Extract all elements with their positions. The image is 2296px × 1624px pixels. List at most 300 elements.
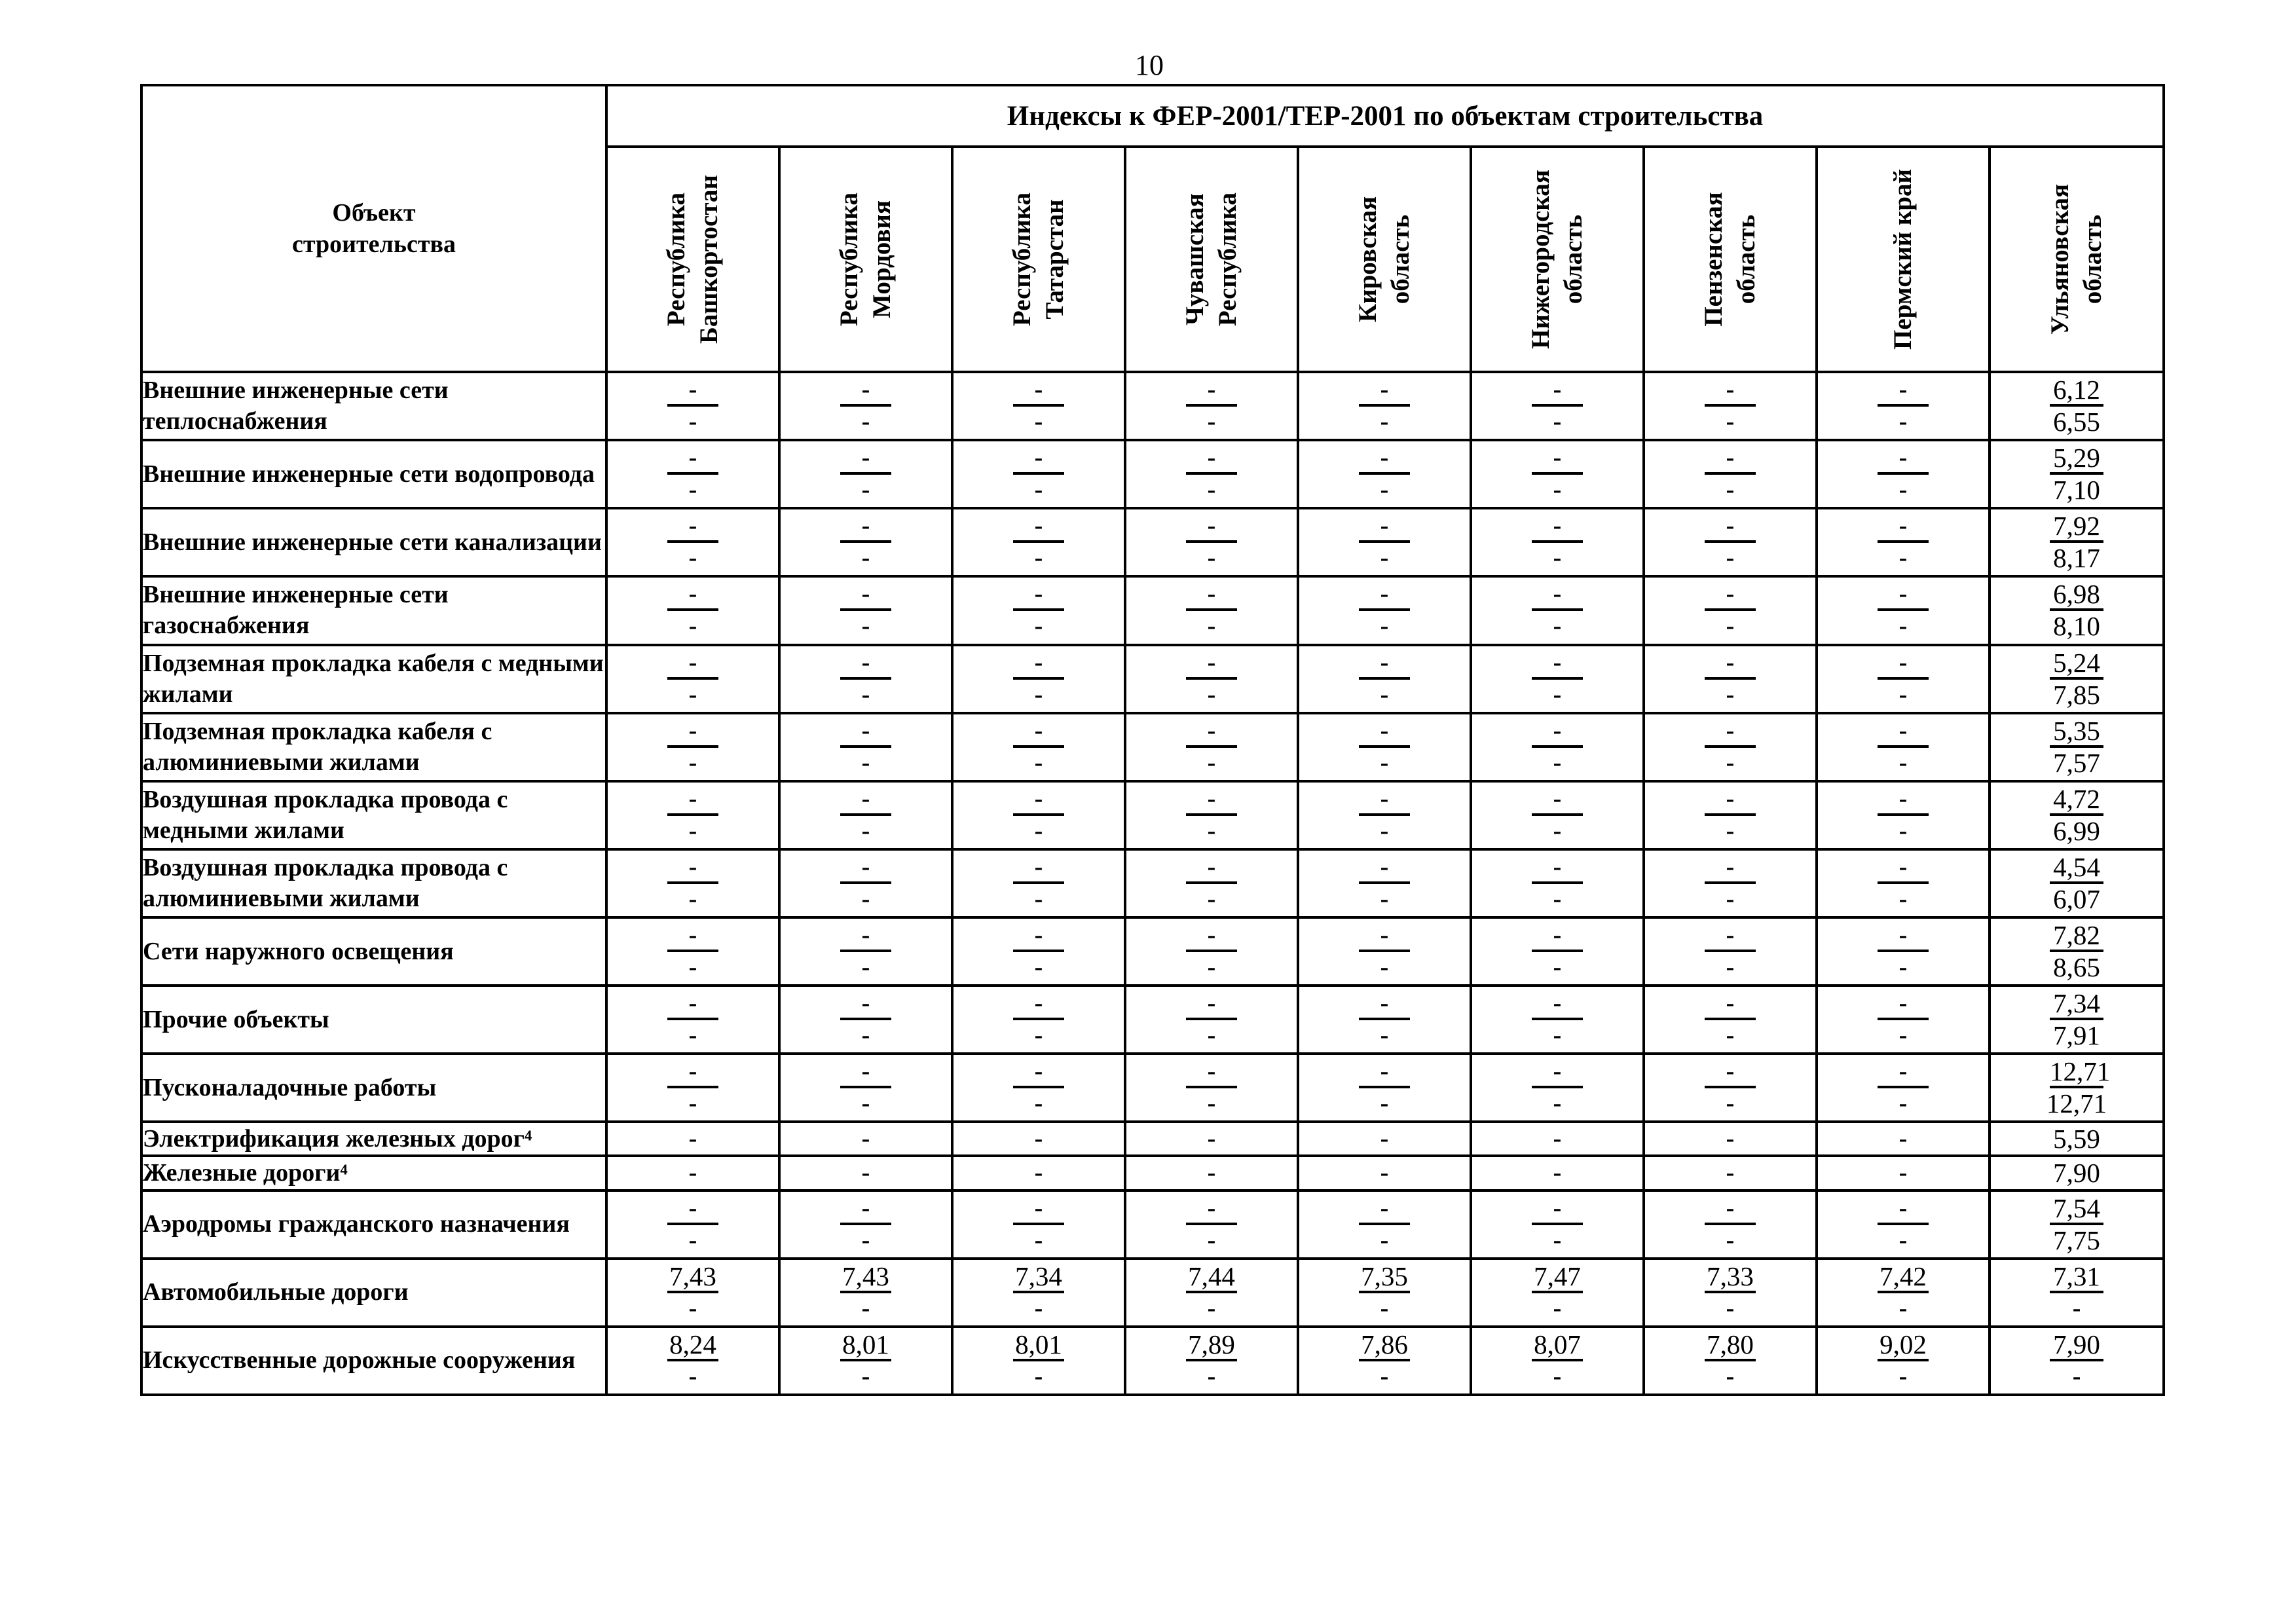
fer-index-value: - xyxy=(1359,1057,1410,1088)
ter-index-value: 12,71 xyxy=(2046,1088,2107,1119)
index-cell xyxy=(1471,508,1644,576)
fer-index-value: 7,92 xyxy=(2050,511,2103,543)
index-cell xyxy=(1471,576,1644,644)
index-cell xyxy=(1644,1190,1817,1259)
index-cell xyxy=(779,645,952,713)
fer-index-value: - xyxy=(1186,511,1237,543)
fer-index-value: - xyxy=(1186,443,1237,475)
ter-index-value: - xyxy=(1898,1090,1908,1118)
fer-index-value: - xyxy=(1705,443,1756,475)
index-cell xyxy=(1471,1327,1644,1395)
ter-index-value: - xyxy=(1898,1362,1908,1390)
ter-index-value: - xyxy=(1898,1022,1908,1050)
index-cell xyxy=(952,1327,1125,1395)
region-header xyxy=(1817,147,1990,372)
fer-index-value: - xyxy=(1186,580,1237,611)
ter-index-value: - xyxy=(1553,1294,1562,1322)
fer-index-value: - xyxy=(667,511,718,543)
index-cell xyxy=(1644,986,1817,1054)
ter-index-value: - xyxy=(1726,408,1735,436)
ter-index-value: - xyxy=(688,1226,697,1254)
index-cell xyxy=(1125,917,1298,986)
index-cell xyxy=(779,917,952,986)
ter-index-value: - xyxy=(861,748,870,777)
region-name-line1: Пермский край xyxy=(1889,169,1917,350)
ter-index-value: - xyxy=(861,544,870,572)
fer-index-value: - xyxy=(1705,716,1756,748)
index-cell xyxy=(952,849,1125,917)
index-cell xyxy=(1471,372,1644,440)
fer-index-value: - xyxy=(840,716,891,748)
fer-index-value: - xyxy=(1013,716,1064,748)
ter-index-value: - xyxy=(1380,1090,1389,1118)
index-cell xyxy=(1990,645,2164,713)
ter-index-value: - xyxy=(1726,544,1735,572)
fer-index-value: 7,33 xyxy=(1705,1262,1756,1293)
fer-index-value: 7,43 xyxy=(840,1262,891,1293)
fer-index-value: - xyxy=(667,784,718,816)
fer-index-value: 7,35 xyxy=(1359,1262,1410,1293)
index-cell xyxy=(1471,781,1644,849)
ter-index-value: - xyxy=(1898,1226,1908,1254)
index-cell xyxy=(1817,1259,1990,1327)
index-cell xyxy=(952,1122,1125,1156)
region-name-line2: область xyxy=(2079,214,2107,304)
fer-index-value: 5,35 xyxy=(2050,716,2103,748)
fer-index-value: 5,29 xyxy=(2050,443,2103,475)
ter-index-value: - xyxy=(688,1294,697,1322)
fer-index-value: 7,82 xyxy=(2050,921,2103,952)
ter-index-value: 8,17 xyxy=(2053,543,2100,574)
ter-index-value: - xyxy=(688,885,697,913)
ter-index-value: - xyxy=(1898,408,1908,436)
index-cell xyxy=(1990,576,2164,644)
row-label: Аэродромы гражданского назначения xyxy=(141,1190,606,1259)
index-cell xyxy=(606,917,779,986)
row-label: Внешние инженерные сети теплоснабжения xyxy=(141,372,606,440)
index-cell xyxy=(1471,1190,1644,1259)
fer-index-value: 7,31 xyxy=(2050,1262,2103,1293)
index-cell xyxy=(1125,440,1298,508)
index-cell xyxy=(1471,986,1644,1054)
ter-index-value: - xyxy=(1553,476,1562,504)
index-cell xyxy=(606,986,779,1054)
fer-index-value: - xyxy=(840,989,891,1020)
index-cell xyxy=(779,1259,952,1327)
region-name-line1: Пензенская xyxy=(1699,192,1728,327)
fer-index-value: - xyxy=(1359,648,1410,680)
index-value: - xyxy=(1553,1125,1562,1153)
fer-index-value: 12,71 xyxy=(2050,1057,2103,1088)
ter-index-value: - xyxy=(688,1022,697,1050)
fer-index-value: - xyxy=(1532,784,1583,816)
index-cell xyxy=(1125,1122,1298,1156)
table-row xyxy=(141,713,2164,781)
fer-index-value: - xyxy=(1013,853,1064,884)
fer-index-value: - xyxy=(840,375,891,407)
fer-index-value: - xyxy=(840,1194,891,1225)
index-cell xyxy=(606,781,779,849)
index-cell xyxy=(1990,781,2164,849)
ter-index-value: - xyxy=(1380,544,1389,572)
row-label: Пусконаладочные работы xyxy=(141,1054,606,1122)
fer-index-value: - xyxy=(667,716,718,748)
fer-index-value: 7,34 xyxy=(2050,989,2103,1020)
index-cell xyxy=(952,1054,1125,1122)
row-label: Внешние инженерные сети газоснабжения xyxy=(141,576,606,644)
ter-index-value: - xyxy=(1380,817,1389,845)
ter-index-value: - xyxy=(861,817,870,845)
object-header-line2: строительства xyxy=(291,231,456,258)
ter-index-value: - xyxy=(1380,1022,1389,1050)
fer-index-value: - xyxy=(667,1194,718,1225)
ter-index-value: - xyxy=(1207,1090,1216,1118)
region-name-line2: Татарстан xyxy=(1041,199,1069,320)
fer-index-value: - xyxy=(1359,580,1410,611)
index-cell xyxy=(1817,1122,1990,1156)
region-name-line1: Республика xyxy=(662,192,690,327)
row-label: Искусственные дорожные сооружения xyxy=(141,1327,606,1395)
ter-index-value: - xyxy=(1380,885,1389,913)
ter-index-value: - xyxy=(1726,953,1735,982)
fer-index-value: 5,24 xyxy=(2050,648,2103,680)
ter-index-value: - xyxy=(688,1362,697,1390)
index-value: 5,59 xyxy=(2053,1124,2100,1154)
fer-index-value: 4,72 xyxy=(2050,784,2103,816)
fer-index-value: - xyxy=(1878,511,1929,543)
fer-index-value: 8,24 xyxy=(667,1330,718,1361)
index-cell xyxy=(1990,1054,2164,1122)
index-cell xyxy=(1471,917,1644,986)
index-cell xyxy=(1298,1054,1471,1122)
ter-index-value: - xyxy=(1034,680,1043,709)
index-cell xyxy=(1644,576,1817,644)
region-header-text xyxy=(1006,193,1071,326)
index-cell xyxy=(1644,1156,1817,1190)
ter-index-value: - xyxy=(1207,1362,1216,1390)
ter-index-value: - xyxy=(1553,885,1562,913)
ter-index-value: - xyxy=(1207,1294,1216,1322)
ter-index-value: - xyxy=(1034,953,1043,982)
ter-index-value: - xyxy=(1207,953,1216,982)
fer-index-value: - xyxy=(1878,853,1929,884)
ter-index-value: - xyxy=(1553,748,1562,777)
index-cell xyxy=(952,645,1125,713)
ter-index-value: - xyxy=(688,408,697,436)
ter-index-value: - xyxy=(1726,885,1735,913)
index-cell xyxy=(1990,1327,2164,1395)
fer-index-value: - xyxy=(1013,648,1064,680)
fer-index-value: - xyxy=(1705,1194,1756,1225)
row-label: Подземная прокладка кабеля с алюминиевыми жилами xyxy=(141,713,606,781)
fer-index-value: 9,02 xyxy=(1878,1330,1929,1361)
ter-index-value: 7,91 xyxy=(2053,1020,2100,1051)
region-header-text xyxy=(1525,170,1590,349)
index-cell xyxy=(779,986,952,1054)
index-cell xyxy=(1817,508,1990,576)
index-cell xyxy=(606,713,779,781)
index-cell xyxy=(606,508,779,576)
fer-index-value: - xyxy=(1359,375,1410,407)
fer-index-value: - xyxy=(840,784,891,816)
ter-index-value: - xyxy=(688,544,697,572)
fer-index-value: - xyxy=(1013,511,1064,543)
ter-index-value: - xyxy=(1726,1226,1735,1254)
index-cell xyxy=(952,1156,1125,1190)
row-label: Электрификация железных дорог⁴ xyxy=(141,1122,606,1156)
fer-index-value: - xyxy=(1013,989,1064,1020)
index-cell xyxy=(1125,1190,1298,1259)
fer-index-value: - xyxy=(1878,716,1929,748)
fer-index-value: - xyxy=(1186,853,1237,884)
index-cell xyxy=(606,1122,779,1156)
row-label: Внешние инженерные сети водопровода xyxy=(141,440,606,508)
ter-index-value: - xyxy=(1380,476,1389,504)
index-value: - xyxy=(1207,1125,1216,1153)
ter-index-value: - xyxy=(1207,1022,1216,1050)
fer-index-value: 6,12 xyxy=(2050,375,2103,407)
fer-index-value: - xyxy=(667,921,718,952)
fer-index-value: - xyxy=(1013,580,1064,611)
index-cell xyxy=(1644,713,1817,781)
fer-index-value: - xyxy=(1705,375,1756,407)
fer-index-value: - xyxy=(1359,511,1410,543)
fer-index-value: - xyxy=(840,443,891,475)
index-cell xyxy=(1990,1156,2164,1190)
index-cell xyxy=(1471,713,1644,781)
ter-index-value: - xyxy=(1898,953,1908,982)
region-name-line2: область xyxy=(1386,214,1415,304)
ter-index-value: - xyxy=(1726,612,1735,640)
ter-index-value: 7,57 xyxy=(2053,747,2100,778)
ter-index-value: - xyxy=(861,680,870,709)
index-cell xyxy=(952,1190,1125,1259)
ter-index-value: - xyxy=(861,1090,870,1118)
index-cell xyxy=(779,781,952,849)
index-cell xyxy=(606,645,779,713)
fer-index-value: - xyxy=(1359,716,1410,748)
index-cell xyxy=(1125,849,1298,917)
ter-index-value: - xyxy=(1207,408,1216,436)
ter-index-value: - xyxy=(1207,612,1216,640)
fer-index-value: - xyxy=(1705,784,1756,816)
index-cell xyxy=(606,1054,779,1122)
index-cell xyxy=(1817,645,1990,713)
index-cell xyxy=(1125,645,1298,713)
region-header-text xyxy=(1352,196,1417,322)
ter-index-value: - xyxy=(1207,476,1216,504)
ter-index-value: - xyxy=(1034,476,1043,504)
region-header-text xyxy=(833,193,898,326)
fer-index-value: - xyxy=(1705,511,1756,543)
fer-index-value: - xyxy=(1186,648,1237,680)
index-cell xyxy=(1817,713,1990,781)
index-value: - xyxy=(1553,1159,1562,1187)
ter-index-value: - xyxy=(2072,1362,2081,1390)
index-cell xyxy=(1298,781,1471,849)
table-row xyxy=(141,1122,2164,1156)
region-header-text xyxy=(2044,184,2109,335)
fer-index-value: - xyxy=(840,1057,891,1088)
region-header-text xyxy=(1887,169,1919,350)
index-cell xyxy=(1298,713,1471,781)
index-cell xyxy=(1298,1327,1471,1395)
index-cell xyxy=(779,508,952,576)
ter-index-value: - xyxy=(1034,1362,1043,1390)
fer-index-value: - xyxy=(1532,716,1583,748)
index-cell xyxy=(1125,1054,1298,1122)
region-header-text xyxy=(660,175,726,344)
index-cell xyxy=(779,372,952,440)
ter-index-value: - xyxy=(1034,408,1043,436)
fer-index-value: - xyxy=(667,853,718,884)
index-cell xyxy=(1125,713,1298,781)
index-cell xyxy=(606,1259,779,1327)
index-cell xyxy=(1990,372,2164,440)
index-cell xyxy=(1817,440,1990,508)
ter-index-value: - xyxy=(1034,612,1043,640)
index-cell xyxy=(952,576,1125,644)
table-row xyxy=(141,508,2164,576)
fer-index-value: - xyxy=(1013,1194,1064,1225)
index-cell xyxy=(1990,508,2164,576)
region-header xyxy=(1644,147,1817,372)
ter-index-value: - xyxy=(1380,1362,1389,1390)
index-cell xyxy=(1644,440,1817,508)
row-label: Воздушная прокладка провода с алюминиевыми жилами xyxy=(141,849,606,917)
fer-index-value: 7,44 xyxy=(1186,1262,1237,1293)
ter-index-value: - xyxy=(1726,1294,1735,1322)
index-cell xyxy=(1125,1327,1298,1395)
index-cell xyxy=(1125,1156,1298,1190)
fer-index-value: 7,43 xyxy=(667,1262,718,1293)
table-row xyxy=(141,986,2164,1054)
fer-index-value: 7,90 xyxy=(2050,1330,2103,1361)
index-cell xyxy=(1817,576,1990,644)
fer-index-value: - xyxy=(667,375,718,407)
fer-index-value: - xyxy=(840,853,891,884)
fer-index-value: - xyxy=(667,648,718,680)
index-cell xyxy=(779,1190,952,1259)
table-row xyxy=(141,576,2164,644)
index-cell xyxy=(1298,440,1471,508)
row-label: Внешние инженерные сети канализации xyxy=(141,508,606,576)
table-row xyxy=(141,1054,2164,1122)
fer-index-value: 4,54 xyxy=(2050,853,2103,884)
ter-index-value: 6,99 xyxy=(2053,815,2100,846)
index-cell xyxy=(606,440,779,508)
fer-index-value: - xyxy=(1532,853,1583,884)
index-cell xyxy=(1817,1054,1990,1122)
fer-index-value: - xyxy=(1359,443,1410,475)
index-cell xyxy=(779,1122,952,1156)
index-value: - xyxy=(1207,1159,1216,1187)
ter-index-value: - xyxy=(1898,476,1908,504)
index-cell xyxy=(1990,1122,2164,1156)
index-cell xyxy=(779,440,952,508)
index-value: - xyxy=(1034,1159,1043,1187)
index-cell xyxy=(1298,508,1471,576)
row-label: Воздушная прокладка провода с медными жилами xyxy=(141,781,606,849)
ter-index-value: - xyxy=(1726,1362,1735,1390)
fer-index-value: - xyxy=(1186,989,1237,1020)
fer-index-value: - xyxy=(1878,443,1929,475)
fer-index-value: - xyxy=(840,580,891,611)
index-value: - xyxy=(861,1159,870,1187)
ter-index-value: - xyxy=(688,1090,697,1118)
index-cell xyxy=(1817,986,1990,1054)
table-row xyxy=(141,645,2164,713)
ter-index-value: - xyxy=(1553,1022,1562,1050)
ter-index-value: 8,10 xyxy=(2053,611,2100,642)
ter-index-value: 6,07 xyxy=(2053,883,2100,914)
index-cell xyxy=(1298,986,1471,1054)
ter-index-value: - xyxy=(1207,680,1216,709)
index-cell xyxy=(1990,713,2164,781)
region-header xyxy=(1471,147,1644,372)
ter-index-value: - xyxy=(688,953,697,982)
ter-index-value: - xyxy=(861,953,870,982)
index-value: - xyxy=(688,1125,697,1153)
ter-index-value: - xyxy=(861,476,870,504)
index-cell xyxy=(952,1259,1125,1327)
ter-index-value: - xyxy=(1207,748,1216,777)
fer-index-value: - xyxy=(1013,1057,1064,1088)
index-cell xyxy=(606,576,779,644)
ter-index-value: - xyxy=(688,476,697,504)
index-cell xyxy=(1298,1190,1471,1259)
region-header-text xyxy=(1697,192,1763,326)
fer-index-value: - xyxy=(1186,784,1237,816)
ter-index-value: - xyxy=(1553,817,1562,845)
region-name-line1: Ульяновская xyxy=(2046,183,2075,335)
ter-index-value: - xyxy=(1726,680,1735,709)
table-row xyxy=(141,849,2164,917)
fer-index-value: - xyxy=(1878,989,1929,1020)
index-cell xyxy=(1125,508,1298,576)
index-cell xyxy=(952,986,1125,1054)
region-header xyxy=(1125,147,1298,372)
fer-index-value: - xyxy=(1878,1057,1929,1088)
index-value: - xyxy=(1380,1159,1389,1187)
ter-index-value: - xyxy=(1898,748,1908,777)
index-cell xyxy=(1644,1259,1817,1327)
table-row xyxy=(141,372,2164,440)
fer-index-value: - xyxy=(1532,1057,1583,1088)
ter-index-value: - xyxy=(1380,680,1389,709)
index-cell xyxy=(1471,1122,1644,1156)
index-cell xyxy=(952,781,1125,849)
index-cell xyxy=(779,1054,952,1122)
fer-index-value: - xyxy=(667,443,718,475)
fer-index-value: 7,42 xyxy=(1878,1262,1929,1293)
ter-index-value: - xyxy=(1553,544,1562,572)
index-cell xyxy=(779,1327,952,1395)
ter-index-value: - xyxy=(1034,817,1043,845)
fer-index-value: - xyxy=(1359,989,1410,1020)
index-cell xyxy=(1644,645,1817,713)
index-cell xyxy=(952,440,1125,508)
ter-index-value: - xyxy=(1553,1226,1562,1254)
ter-index-value: - xyxy=(1726,1090,1735,1118)
fer-index-value: - xyxy=(840,921,891,952)
fer-index-value: - xyxy=(1186,716,1237,748)
table-row xyxy=(141,440,2164,508)
index-cell xyxy=(1298,576,1471,644)
ter-index-value: - xyxy=(1207,544,1216,572)
region-header xyxy=(779,147,952,372)
index-cell xyxy=(1298,1122,1471,1156)
